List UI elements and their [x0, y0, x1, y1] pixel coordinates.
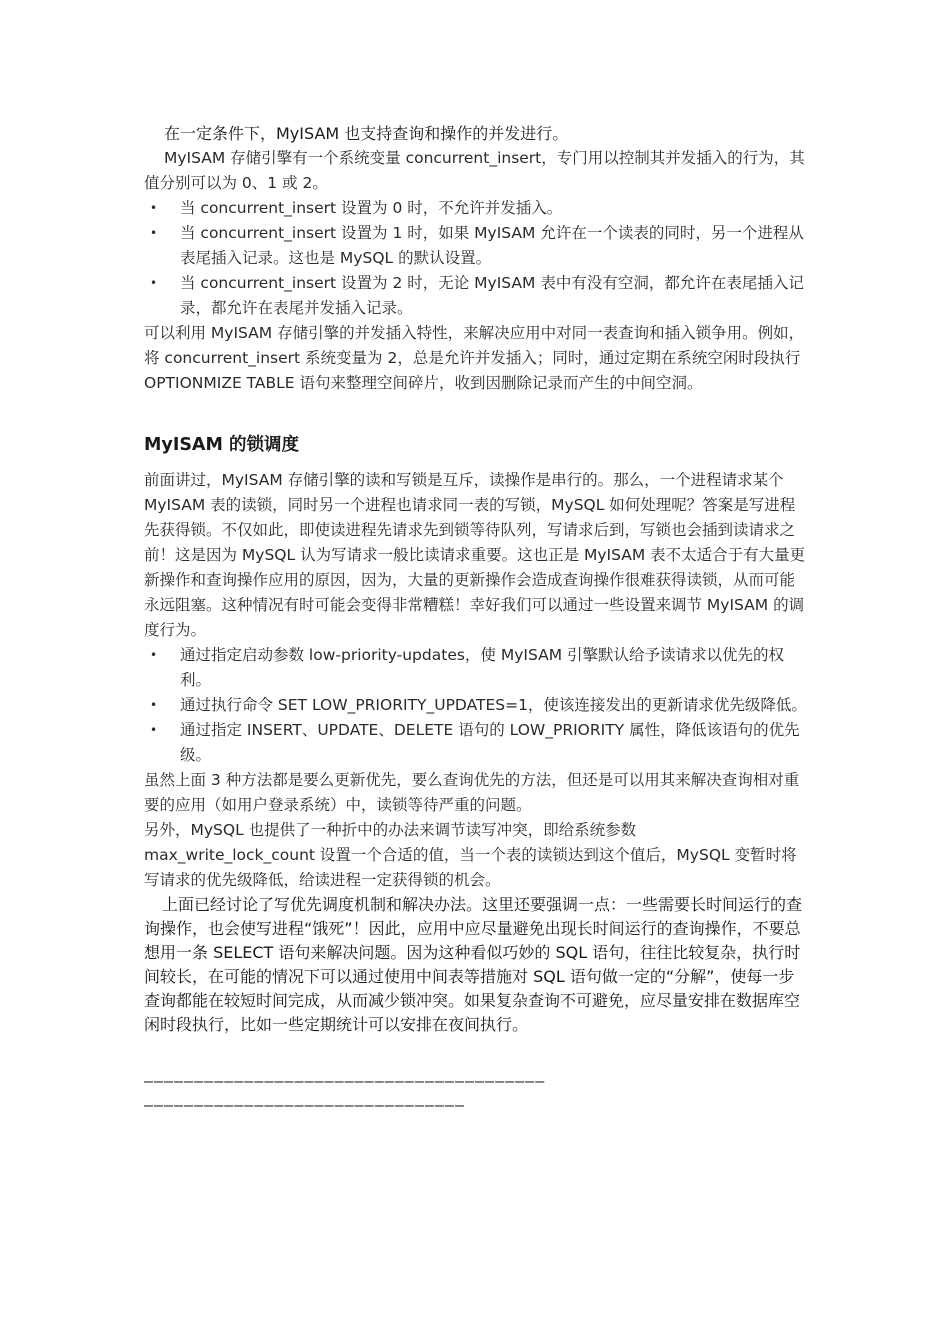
- list-item: • 当 concurrent_insert 设置为 0 时，不允许并发插入。: [144, 196, 808, 221]
- divider-line-2: ————————————————————————————————: [144, 1096, 465, 1114]
- list-item: • 当 concurrent_insert 设置为 1 时，如果 MyISAM 允许在一个读表的同时，另一个进程从表尾插入记录。这也是 MySQL 的默认设置。: [144, 221, 808, 271]
- intro-paragraph-1: 在一定条件下，MyISAM 也支持查询和操作的并发进行。: [164, 124, 569, 143]
- scheduling-options-list: [144, 643, 808, 768]
- bullet-icon: •: [150, 698, 158, 712]
- list-item: • 通过指定启动参数 low-priority-updates，使 MyISAM 引擎默认给予读请求以优先的权利。: [144, 643, 808, 693]
- section-paragraph-2: 虽然上面 3 种方法都是要么更新优先，要么查询优先的方法，但还是可以用其来解决查询相对重要的应用（如用户登录系统）中，读锁等待严重的问题。: [144, 771, 800, 814]
- list-item: • 通过执行命令 SET LOW_PRIORITY_UPDATES=1，使该连接发出的更新请求优先级降低。: [144, 693, 808, 718]
- section-paragraph-3: 另外，MySQL 也提供了一种折中的办法来调节读写冲突，即给系统参数 max_write_lock_count 设置一个合适的值，当一个表的读锁达到这个值后，MySQL 变暂时将写请求的优先级降低，给读进程一定获得锁的机会。: [144, 821, 797, 889]
- document-page: [144, 122, 808, 1117]
- divider-line-1: ————————————————————————————————————————: [144, 1072, 546, 1090]
- bullet-icon: •: [150, 648, 158, 662]
- bullet-icon: •: [150, 723, 158, 737]
- section-paragraph-4: 上面已经讨论了写优先调度机制和解决办法。这里还要强调一点：一些需要长时间运行的查询操作，也会使写进程“饿死”！因此，应用中应尽量避免出现长时间运行的查询操作，不要总想用一条 SELECT 语句来解决问题。因为这种看似巧妙的 SQL 语句，往往比较复杂，执行时间较长，在可能的情况下可以通过使用中间表等措施对 SQL 语句做一定的“分解”，使每一步查询都能在较短时间完成，从而减少锁冲突。如果复杂查询不可避免，应尽量安排在数据库空闲时段执行，比如一些定期统计可以安排在夜间执行。: [144, 895, 803, 1034]
- bullet-icon: •: [150, 201, 158, 215]
- concurrent-insert-list: [144, 196, 808, 321]
- bullet-icon: •: [150, 276, 158, 290]
- list-item: • 通过指定 INSERT、UPDATE、DELETE 语句的 LOW_PRIORITY 属性，降低该语句的优先级。: [144, 718, 808, 768]
- bullet-icon: •: [150, 226, 158, 240]
- section-paragraph-1: 前面讲过，MyISAM 存储引擎的读和写锁是互斥，读操作是串行的。那么，一个进程请求某个 MyISAM 表的读锁，同时另一个进程也请求同一表的写锁，MySQL 如何处理呢？答案是写进程先获得锁。不仅如此，即使读进程先请求先到锁等待队列，写请求后到，写锁也会插到读请求之前！这是因为 MySQL 认为写请求一般比读请求重要。这也正是 MyISAM 表不太适合于有大量更新操作和查询操作应用的原因，因为，大量的更新操作会造成查询操作很难获得读锁，从而可能永远阻塞。这种情况有时可能会变得非常糟糕！幸好我们可以通过一些设置来调节 MyISAM 的调度行为。: [144, 471, 806, 639]
- intro-paragraph-3: 可以利用 MyISAM 存储引擎的并发插入特性，来解决应用中对同一表查询和插入锁争用。例如，将 concurrent_insert 系统变量为 2，总是允许并发插入；同时，通过定期在系统空闲时段执行 OPTIONMIZE TABLE 语句来整理空间碎片，收到因删除记录而产生的中间空洞。: [144, 324, 805, 392]
- section-heading: MyISAM 的锁调度: [144, 435, 299, 455]
- intro-paragraph-2: MyISAM 存储引擎有一个系统变量 concurrent_insert，专门用以控制其并发插入的行为，其值分别可以为 0、1 或 2。: [144, 149, 805, 192]
- list-item: • 当 concurrent_insert 设置为 2 时，无论 MyISAM 表中有没有空洞，都允许在表尾插入记录，都允许在表尾并发插入记录。: [144, 271, 808, 321]
